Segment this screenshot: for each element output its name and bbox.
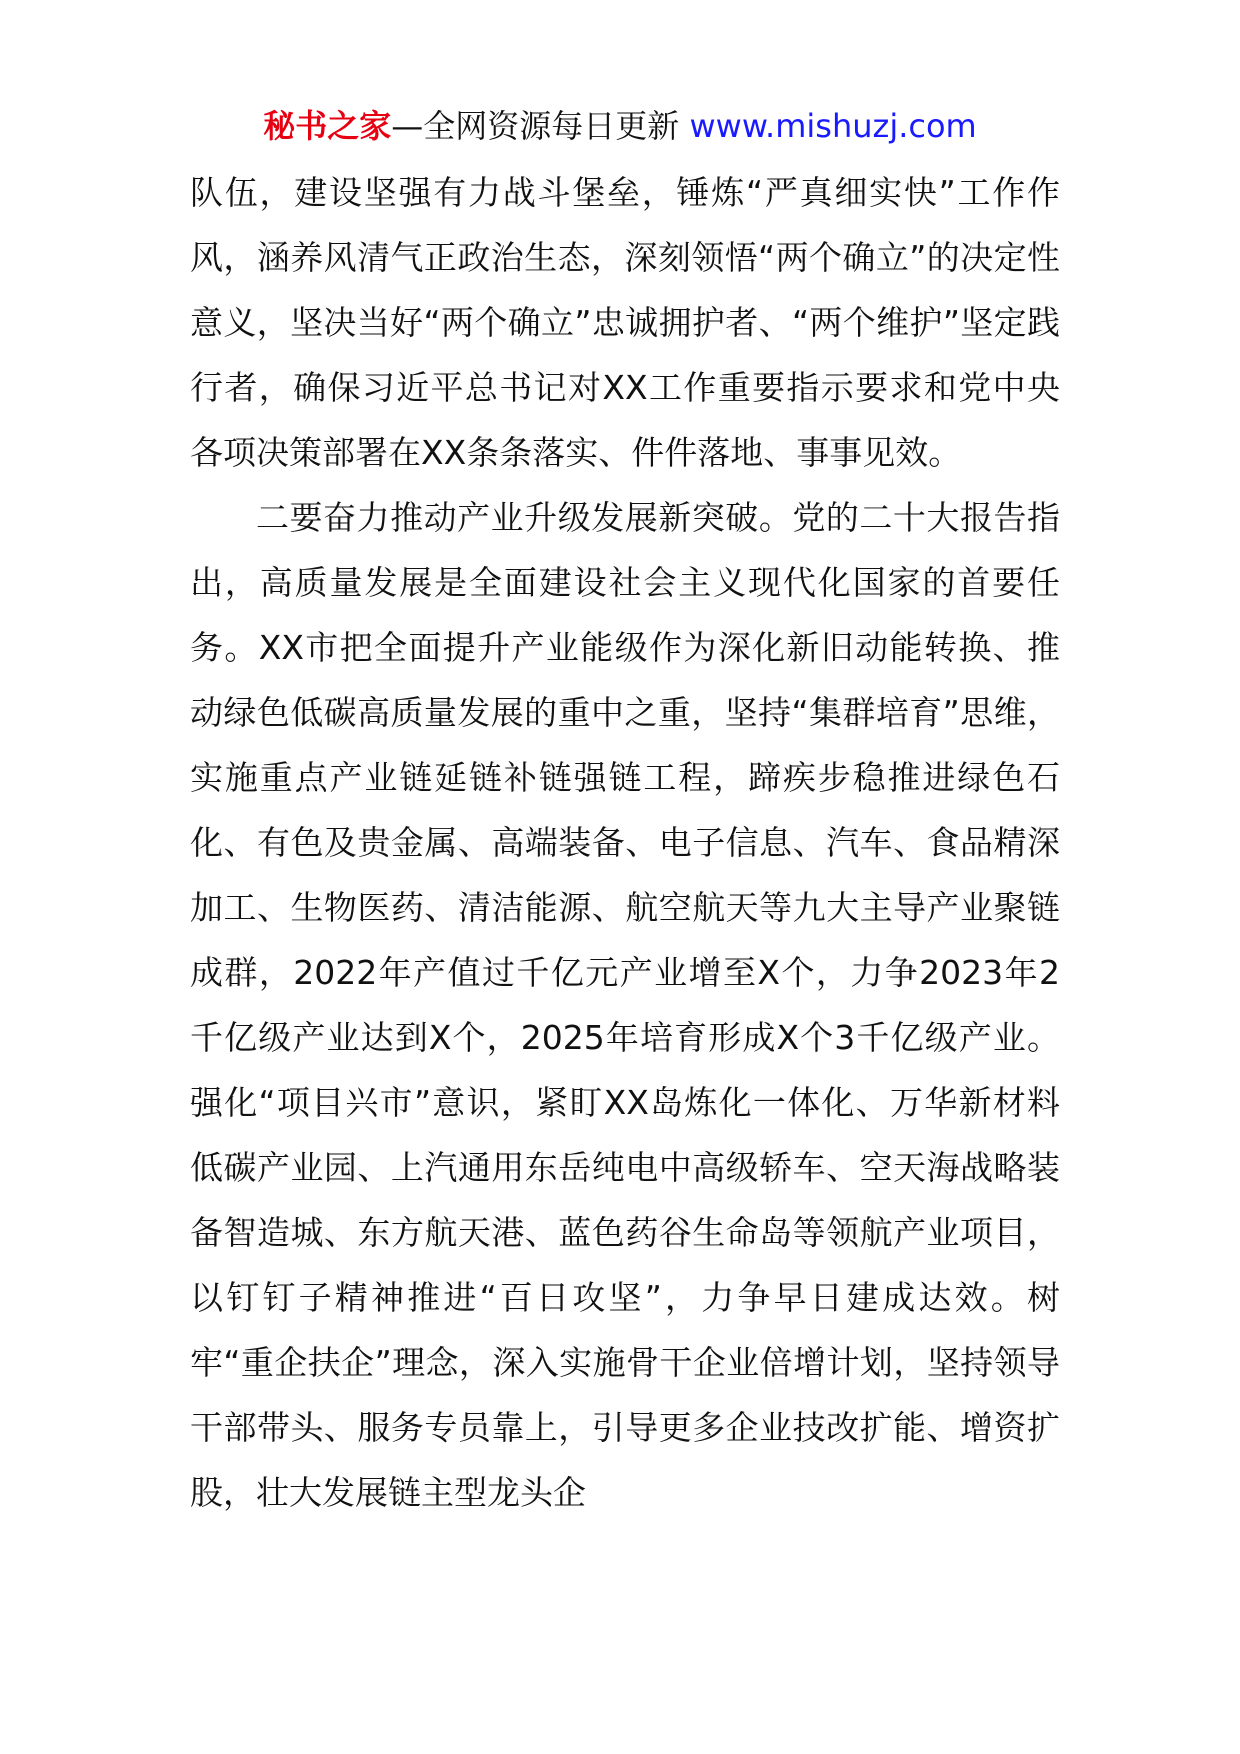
site-tagline: —全网资源每日更新 [391, 107, 680, 145]
paragraph-continued: 队伍，建设坚强有力战斗堡垒，锤炼“严真细实快”工作作风，涵养风清气正政治生态，深刻领悟“两个确立”的决定性意义，坚决当好“两个确立”忠诚拥护者、“两个维护”坚定践行者，确保习近平总书记对XX工作重要指示要求和党中央各项决策部署在XX条条落实、件件落地、事事见效。 [190, 173, 1060, 472]
site-header [0, 104, 1240, 148]
document-body [190, 160, 1060, 1525]
paragraph-industry-upgrade: 二要奋力推动产业升级发展新突破。党的二十大报告指出，高质量发展是全面建设社会主义现代化国家的首要任务。XX市把全面提升产业能级作为深化新旧动能转换、推动绿色低碳高质量发展的重中之重，坚持“集群培育”思维，实施重点产业链延链补链强链工程，蹄疾步稳推进绿色石化、有色及贵金属、高端装备、电子信息、汽车、食品精深加工、生物医药、清洁能源、航空航天等九大主导产业聚链成群，2022年产值过千亿元产业增至X个，力争2023年2千亿级产业达到X个，2025年培育形成X个3千亿级产业。强化“项目兴市”意识，紧盯XX岛炼化一体化、万华新材料低碳产业园、上汽通用东岳纯电中高级轿车、空天海战略装备智造城、东方航天港、蓝色药谷生命岛等领航产业项目，以钉钉子精神推进“百日攻坚”，力争早日建成达效。树牢“重企扶企”理念，深入实施骨干企业倍增计划，坚持领导干部带头、服务专员靠上，引导更多企业技改扩能、增资扩股，壮大发展链主型龙头企 [190, 498, 1060, 1512]
site-url-link[interactable]: www.mishuzj.com [689, 107, 977, 145]
site-brand: 秘书之家 [263, 107, 392, 145]
